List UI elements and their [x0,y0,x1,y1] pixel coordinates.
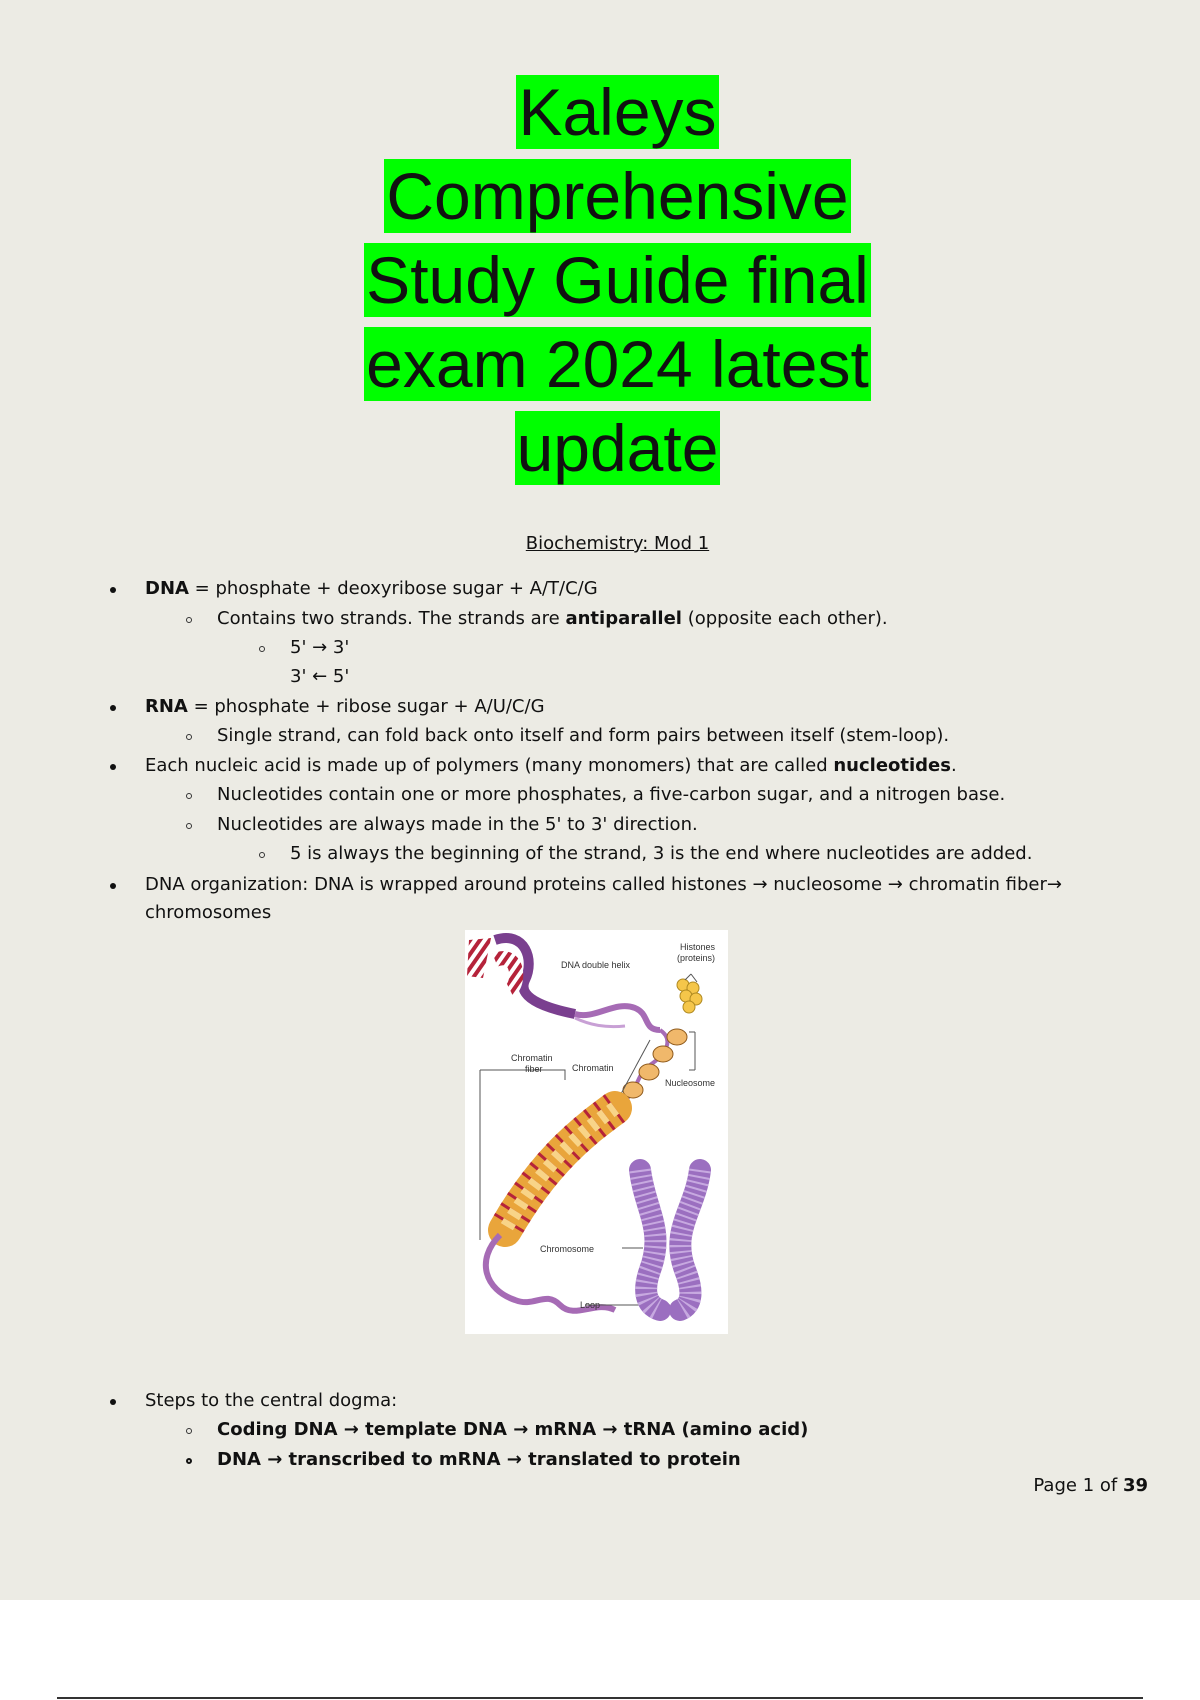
label-dna-double-helix: DNA double helix [561,960,631,970]
list-item-rna [145,695,545,719]
dogma-step-2-text: DNA → transcribed to mRNA → translated to protein [217,1449,741,1470]
nucleosome-graphic [615,1029,695,1105]
dna-organization-figure [465,930,728,1334]
list-item-dogma-step-2 [217,1448,741,1472]
page-total: 39 [1122,1475,1148,1496]
list-item-rna-strand: Single strand, can fold back onto itself and form pairs between itself (stem-loop). [217,725,950,746]
list-item-dogma-step-1 [217,1418,808,1442]
footer-divider [57,1697,1143,1699]
dna-strands-note: (opposite each other). [681,608,888,629]
term-nucleotides: nucleotides [833,755,951,776]
term-antiparallel: antiparallel [565,608,682,629]
term-dna: DNA [145,578,189,599]
page-prefix: Page [1033,1475,1083,1496]
dna-definition: = phosphate + deoxyribose sugar + A/T/C/G [188,578,598,599]
label-chromatin-fiber-2: fiber [525,1064,543,1074]
list-item-central-dogma: Steps to the central dogma: [145,1390,398,1411]
nucleic-end: . [950,755,957,776]
dna-double-helix-graphic [467,938,660,1030]
title-line-2: Comprehensive [386,159,849,233]
list-item-dna-direction: 5' → 3' [290,637,350,658]
dna-direction-reverse: 3' ← 5' [290,666,350,687]
list-item-nucleic-acid [145,754,957,778]
list-item-nucleotide-direction: Nucleotides are always made in the 5' to 3' direction. [217,814,698,835]
label-loop: Loop [580,1300,601,1310]
nucleic-text: Each nucleic acid is made up of polymers (many monomers) that are called [145,755,834,776]
section-heading: Biochemistry: Mod 1 [525,533,710,554]
title-line-3: Study Guide final [366,243,869,317]
title-line-5: update [516,411,719,485]
dna-organization-continued: chromosomes [145,902,272,923]
dna-strands-text: Contains two strands. The strands are [217,608,566,629]
list-item-dna-strands [217,607,888,631]
label-chromatin-fiber: Chromatin [511,1053,553,1063]
list-item-nucleotide-contents: Nucleotides contain one or more phosphates, a five-carbon sugar, and a nitrogen base. [217,784,1006,805]
label-histones: Histones [680,942,716,952]
label-chromosome: Chromosome [540,1244,595,1254]
label-chromatin: Chromatin [572,1063,614,1073]
list-item-strand-beginning: 5 is always the beginning of the strand, 3 is the end where nucleotides are added. [290,843,1033,864]
term-rna: RNA [145,696,188,717]
page-of: of [1094,1475,1123,1496]
page-number [1033,1475,1148,1496]
label-nucleosome: Nucleosome [665,1078,716,1088]
label-histones-proteins: (proteins) [677,953,716,963]
dogma-step-1-text: Coding DNA → template DNA → mRNA → tRNA (amino acid) [217,1419,809,1440]
title-line-1: Kaleys [518,75,717,149]
list-item-dna [145,577,598,601]
chromosome-graphic [622,1170,700,1310]
histones-graphic [677,974,702,1013]
list-item-dna-organization: DNA organization: DNA is wrapped around proteins called histones → nucleosome → chromatin fiber→ [145,874,1062,895]
document-title [0,70,1200,490]
dna-organization-illustration [465,930,728,1334]
chromatin-fiber-graphic [480,1070,615,1240]
title-line-4: exam 2024 latest [366,327,869,401]
page-current: 1 [1082,1475,1095,1496]
rna-definition: = phosphate + ribose sugar + A/U/C/G [187,696,545,717]
